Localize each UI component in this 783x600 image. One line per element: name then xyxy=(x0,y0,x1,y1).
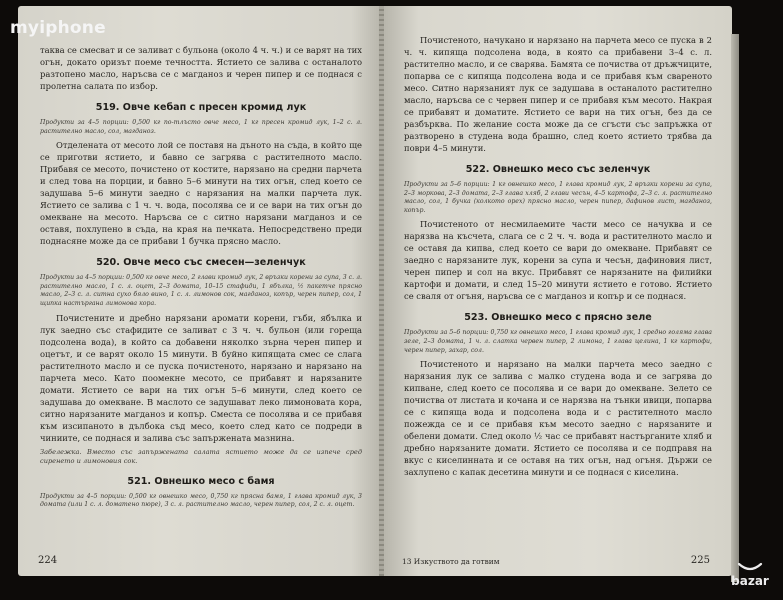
right-page-content xyxy=(404,34,712,478)
recipe-heading: 519. Овче кебап с пресен кромид лук xyxy=(95,102,307,113)
left-page-content xyxy=(40,44,362,510)
right-page xyxy=(384,6,732,576)
recipe-text: Почистените и дребно нарязани аромати корени, гъби, ябълка и лук заедно със стафидите се заливат с 3 ч. ч. бульон (или гореща подсолена вода), в който са добавени няколко зърна черен пипер и оцетът, и се варят около 15 минути. В буйно кипящата смес се слага растителното масло и се пуска почистеното, нарязано и нарязано на парчета месо. Като поомекне месото, се прибавят и нарязаните домати. Ястието се вари на тих огън 5–6 минути, след което се задушава до омекване. В маслото се задушават леко лимоновата кора, ситно нарязаните магданоз и копър. Сместа се посолява и се прибавя към изсипаното в дълбока съд месо, което след като се подреди в чиниите, се поднася и залива със запържената мазнина. xyxy=(40,312,362,443)
recipe-ingredients: Продукти за 4–5 порции: 0,500 кг овче месо, 2 глави кромид лук, 2 връзки корени за супа, 3 с. л. растително масло, 1 с. л. оцет, 2–3 домата, 10–15 стафиди, 1 ябълка, ½ пакетче прясно масло, 2–3 с. л. ситна сухо бяло вино, 1 с. л. лимонов сок, магданоз, копър, черен пипер, сол, 1 щипка настъргана лимонова кора. xyxy=(40,274,362,307)
recipe-text: Почистеното от несмилаемите части месо се начуква и се нарязва на късчета, слага се с 2 ч. ч. вода и растителното масло и се оставя да кипва, след което се вари до омекване. Прибавят се заедно с нарязаните лук, корени за супа и чесън, дафиновия лист, черен пипер и сол на вкус. Прибавят се нарязаните на филийки картофи и домати, и след 15–20 минути ястието е готово. Ястието се сваля от огъня, наръсва се с магданоз и копър и се поднася. xyxy=(404,219,712,302)
recipe-heading: 523. Овнешко месо с прясно зеле xyxy=(464,312,652,324)
recipe-ingredients: Продукти за 5–6 порции: 1 кг овнешко месо, 1 глава кромид лук, 2 връзки корени за супа, 2–3 моркова, 2–3 домата, 2–3 глава хляб, 2 глави чесън, 4–5 картофа, 2–3 с. л. растително масло, сол, 1 бучка (колкото орех) прясно масло, черен пипер, дафинов лист, магданоз, копър. xyxy=(404,181,712,214)
recipe-heading: 520. Овче месо със смесен—зеленчук xyxy=(96,257,306,269)
recipe-ingredients: Продукти за 5–6 порции: 0,750 кг овнешко месо, 1 глава кромид лук, 1 средно голяма глава зеле, 2–3 домата, 1 ч. л. слатка червен пипер, 2 лимона, 1 глава целина, 1 кг картофи, черен пипер, захар, сол. xyxy=(404,329,712,354)
logo-text: bazar xyxy=(731,574,769,588)
intro-paragraph: таква се смесват и се заливат с бульона (около 4 ч. ч.) и се варят на тих огън, докато оризът поеме течността. Ястието се залива с останалото разтопено масло, наръсва се с магданоз и черен пипер и се поднася с пролетна салата по избор. xyxy=(40,45,362,91)
watermark-logo: myiphone xyxy=(10,18,106,38)
intro-paragraph: Почистеното, начукано и нарязано на парчета месо се пуска в 2 ч. ч. кипяща подсолена вода, в която са прибавени 3–4 с. л. растително масло, и се сварява. Бамята се почиства от дръжчиците, попарва се с кипяща подсолена вода и се прибавя към свареното месо. Ситно нарязаният лук се задушава в останалото растително масло, наръсва се с червен пипер и се прибавя към месото. Накрая се прибавят и доматите. Ястието се вари на тих огън, без да се разбърква. По желание соста може да се сгъсти със запръжка от разтворено в студена вода брашно, след което ястието трябва да поври 4–5 минути. xyxy=(404,35,712,153)
recipe-heading: 521. Овнешко месо с бамя xyxy=(127,475,275,487)
page-number: 225 xyxy=(690,555,710,566)
recipe-text: Отделената от месото лой се поставя на дъното на съда, в който ще се приготви ястието, и бавно се загрява с растителното масло. Прибавя се месото, почистено от костите, нарязано на средни парчета и след това на порции, и бавно 5–6 минути на тих огън, след което се задушава 5–6 минути заедно с нарязания на малки парчета лук. Ястието се залива с 1 ч. ч. вода, посолява се и се вари на тих огън до омекване на месото. Наръсва се с ситно нарязани магданоз и се оставя, похлупено в съда, на края на печката. Непосредствено преди поднасяне може да се прибави 1 бучка прясно масло. xyxy=(40,140,362,247)
recipe-ingredients: Продукти за 4–5 порции: 0,500 кг по-тлъсто овче месо, 1 кг пресен кромид лук, 1–2 с. л. растително масло, сол, магданоз. xyxy=(40,119,362,135)
recipe-ingredients: Продукти за 4–5 порции: 0,500 кг овнешко месо, 0,750 кг прясна бамя, 1 глава кромид лук, 3 домата (или 1 с. л. доматено пюре), 3 с. л. растително масло, черен пипер, сол, 2 с. л. оцет. xyxy=(40,492,362,509)
page-number: 224 xyxy=(38,555,58,566)
recipe-note: Забележка. Вместо със запържената салата ястието може да се изпече сред сиренето и лимоновия сок. xyxy=(40,447,362,465)
page-stack-edge xyxy=(731,34,739,582)
recipe-heading: 522. Овнешко месо със зеленчук xyxy=(465,164,651,175)
open-book xyxy=(18,6,738,586)
bazar-logo xyxy=(727,560,773,590)
signature-mark: 13 Изкуството да готвим xyxy=(402,557,500,566)
smile-icon xyxy=(737,560,763,574)
recipe-text: Почистеното и нарязано на малки парчета месо заедно с нарязания лук се залива с малко студена вода и се загрява до кипване, след което се посолява и се вари до омекване. Зелето се почиства от листата и кочана и се нарязва на тънки ивици, попарва се с кипяща вода и подсолена вода и с растителното масло пожежда се и се прибавя към месото заедно с нарязаните и обелени домати. След около ½ час се прибавят настърганите хляб и дребно нарязаните домати. Ястието се посолява и се подправя на вкус с киселинната и се оставя на тих огън, над огъня. Държи се захлупено с капак десетина минути и се поднася с киселина. xyxy=(404,359,712,478)
left-page xyxy=(18,6,380,576)
